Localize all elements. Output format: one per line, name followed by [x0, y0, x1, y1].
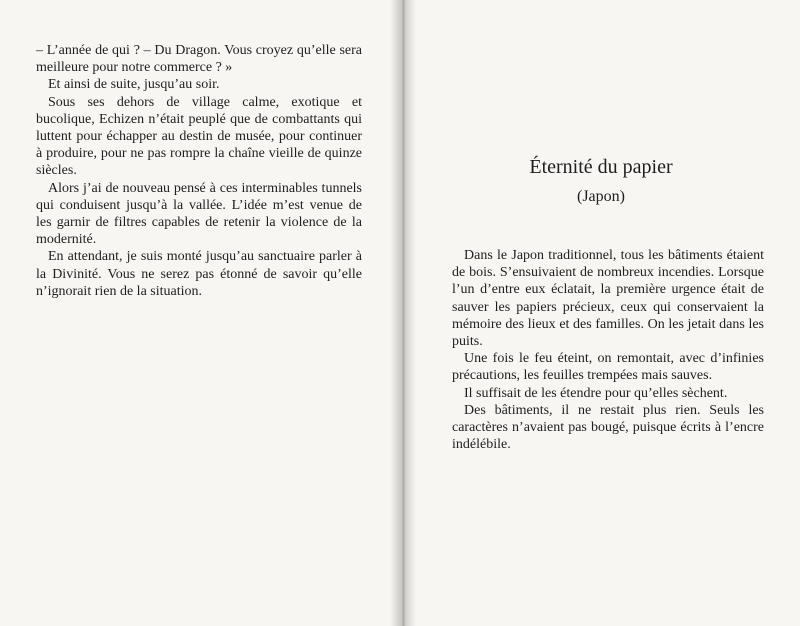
- right-paragraph: Une fois le feu éteint, on remontait, avec d’infinies précautions, les feuilles trempées mais sauves.: [452, 351, 764, 384]
- right-page-text: [452, 247, 764, 453]
- book-gutter: [390, 0, 416, 626]
- left-page-text: [36, 42, 362, 300]
- chapter-subtitle: (Japon): [577, 188, 625, 205]
- right-paragraph: Des bâtiments, il ne restait plus rien. Seuls les caractères n’avaient pas bougé, puisque écrits à l’encre indélébile.: [452, 402, 764, 453]
- left-paragraph: En attendant, je suis monté jusqu’au sanctuaire parler à la Divinité. Vous ne serez pas étonné de savoir qu’elle n’ignorait rien de la situation.: [36, 249, 362, 299]
- right-page: [402, 0, 800, 626]
- left-paragraph: – L’année de qui ? – Du Dragon. Vous croyez qu’elle sera meilleure pour notre commerce ? »: [36, 43, 362, 76]
- left-paragraph: Et ainsi de suite, jusqu’au soir.: [48, 77, 220, 93]
- right-paragraph: Dans le Japon traditionnel, tous les bâtiments étaient de bois. S’ensuivaient de nombreux incendies. Lorsque l’un d’entre eux éclatait, la première urgence était de sauver les papiers précieux, ceux qui conservaient la mémoire des lieux et des familles. On les jetait dans les puits.: [452, 248, 764, 350]
- right-paragraph: Il suffisait de les étendre pour qu’elles sèchent.: [464, 385, 728, 401]
- left-paragraph: Sous ses dehors de village calme, exotique et bucolique, Echizen n’était peuplé que de combattants qui luttent pour échapper au destin de musée, pour continuer à produire, pour ne pas rompre la chaîne vieille de quinze siècles.: [36, 94, 362, 179]
- left-paragraph: Alors j’ai de nouveau pensé à ces interminables tunnels qui conduisent jusqu’à la vallée. L’idée m’est venue de les garnir de filtres capables de retenir la violence de la modernité.: [36, 180, 362, 248]
- chapter-title: Éternité du papier: [529, 156, 673, 178]
